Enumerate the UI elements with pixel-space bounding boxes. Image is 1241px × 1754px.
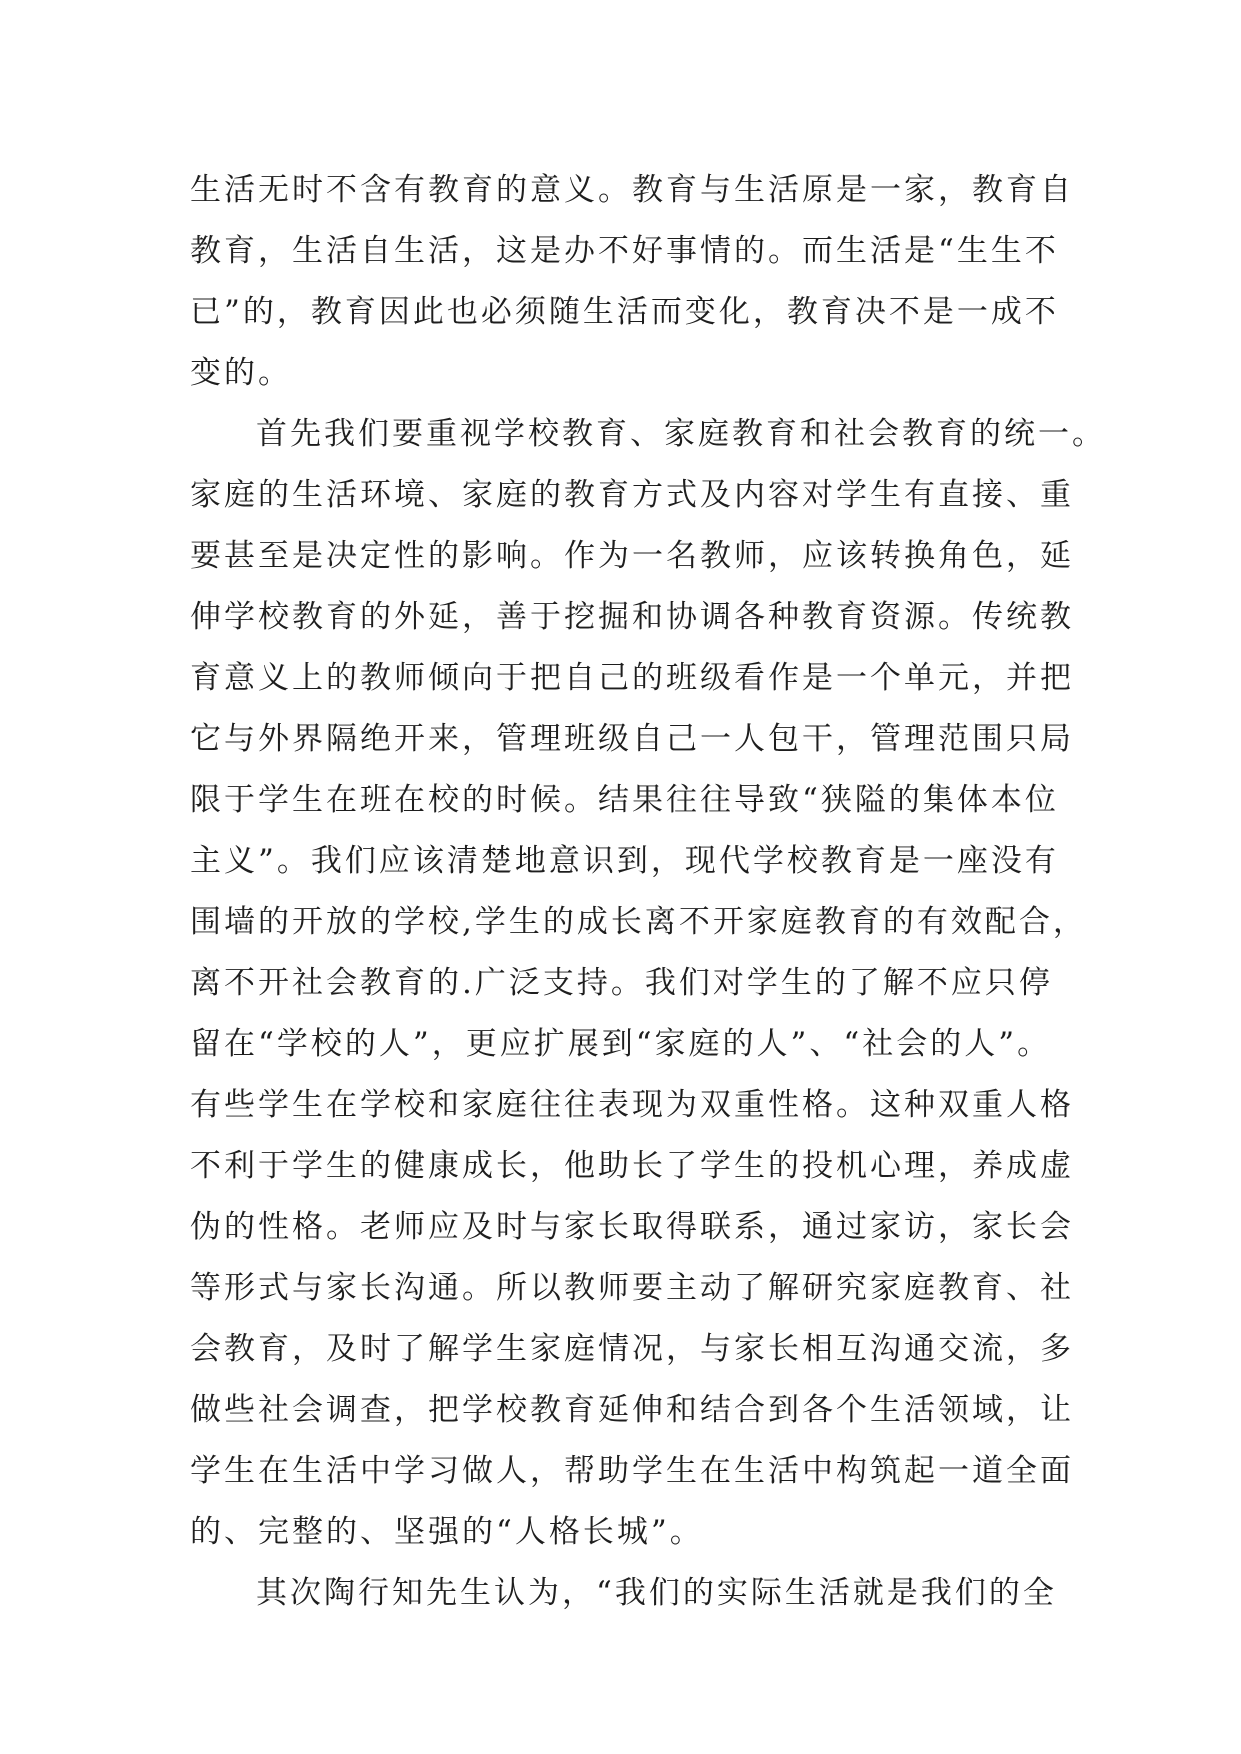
text-line: 教育，生活自生活，这是办不好事情的。而生活是“生生不 [190,233,1059,269]
text-line: 伸学校教育的外延，善于挖掘和协调各种教育资源。传统教 [190,599,1074,635]
text-line: 的、完整的、坚强的“人格长城”。 [190,1514,704,1550]
text-line: 做些社会调查，把学校教育延伸和结合到各个生活领域，让 [190,1392,1074,1428]
text-line: 围墙的开放的学校,学生的成长离不开家庭教育的有效配合， [190,904,1087,940]
text-line: 育意义上的教师倾向于把自己的班级看作是一个单元，并把 [190,660,1074,696]
text-line: 有些学生在学校和家庭往往表现为双重性格。这种双重人格 [190,1087,1074,1123]
text-line: 等形式与家长沟通。所以教师要主动了解研究家庭教育、社 [190,1270,1074,1306]
text-line: 限于学生在班在校的时候。结果往往导致“狭隘的集体本位 [190,782,1059,818]
text-line: 其次陶行知先生认为，“我们的实际生活就是我们的全 [256,1575,1057,1611]
text-line: 主义”。我们应该清楚地意识到，现代学校教育是一座没有 [190,843,1059,879]
text-line: 生活无时不含有教育的意义。教育与生活原是一家，教育自 [190,172,1074,208]
text-line: 留在“学校的人”，更应扩展到“家庭的人”、“社会的人”。 [190,1026,1052,1062]
text-line: 变的。 [190,355,292,391]
text-line: 伪的性格。老师应及时与家长取得联系，通过家访，家长会 [190,1209,1074,1245]
text-line: 不利于学生的健康成长，他助长了学生的投机心理，养成虚 [190,1148,1074,1184]
text-line: 学生在生活中学习做人，帮助学生在生活中构筑起一道全面 [190,1453,1074,1489]
text-line: 家庭的生活环境、家庭的教育方式及内容对学生有直接、重 [190,477,1074,513]
text-line: 它与外界隔绝开来，管理班级自己一人包干，管理范围只局 [190,721,1074,757]
text-line: 离不开社会教育的.广泛支持。我们对学生的了解不应只停 [190,965,1053,1001]
text-line: 要甚至是决定性的影响。作为一名教师，应该转换角色，延 [190,538,1074,574]
body-text [190,160,1106,1624]
text-line: 首先我们要重视学校教育、家庭教育和社会教育的统一。 [256,416,1106,452]
text-line: 会教育，及时了解学生家庭情况，与家长相互沟通交流，多 [190,1331,1074,1367]
text-line: 已”的，教育因此也必须随生活而变化，教育决不是一成不 [190,294,1059,330]
